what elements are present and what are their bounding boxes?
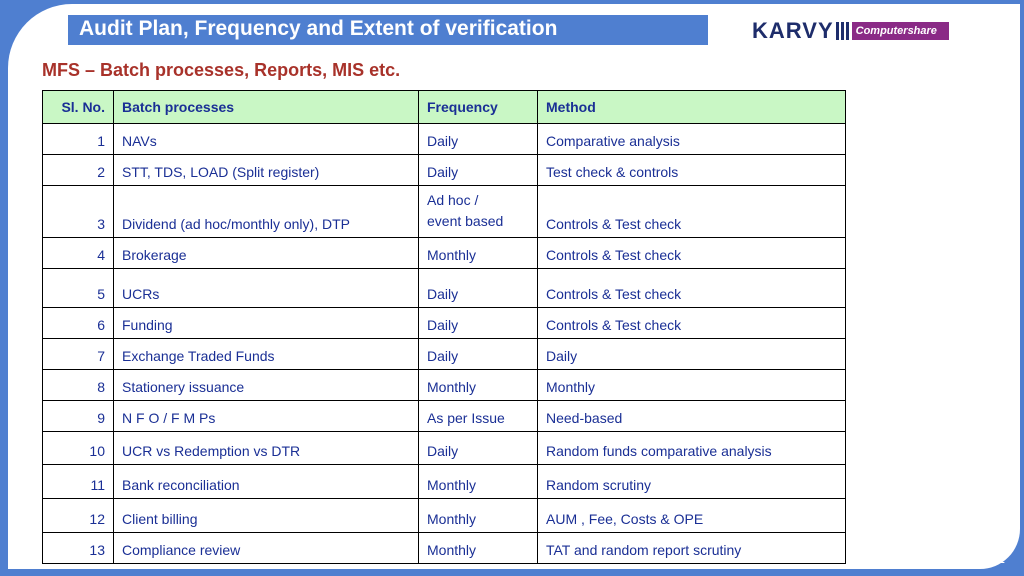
table-row [43, 339, 846, 370]
audit-plan-table [42, 90, 846, 564]
cell-method: Random scrutiny [538, 465, 846, 499]
table-row [43, 499, 846, 533]
cell-method: Monthly [538, 370, 846, 401]
page-number: 31 [990, 551, 1005, 566]
cell-frequency: Monthly [419, 533, 538, 564]
cell-batch-process: Client billing [114, 499, 419, 533]
cell-method: Test check & controls [538, 155, 846, 186]
column-header-method: Method [538, 91, 846, 124]
table-row [43, 432, 846, 465]
table-row [43, 465, 846, 499]
cell-batch-process: Exchange Traded Funds [114, 339, 419, 370]
cell-method: Daily [538, 339, 846, 370]
table-row [43, 124, 846, 155]
cell-frequency: Monthly [419, 370, 538, 401]
cell-frequency: Monthly [419, 238, 538, 269]
cell-frequency: Daily [419, 124, 538, 155]
table-row [43, 308, 846, 339]
cell-frequency: Monthly [419, 465, 538, 499]
table-header-row [43, 91, 846, 124]
cell-batch-process: Funding [114, 308, 419, 339]
cell-method: Controls & Test check [538, 186, 846, 238]
cell-method: Random funds comparative analysis [538, 432, 846, 465]
cell-method: Controls & Test check [538, 269, 846, 308]
cell-frequency [419, 186, 538, 238]
karvy-computershare-logo [752, 18, 949, 44]
column-header-sl-no: Sl. No. [43, 91, 114, 124]
table-row [43, 401, 846, 432]
cell-batch-process: NAVs [114, 124, 419, 155]
table-row [43, 186, 846, 238]
cell-frequency: Daily [419, 432, 538, 465]
cell-batch-process: STT, TDS, LOAD (Split register) [114, 155, 419, 186]
cell-sl-no: 11 [43, 465, 114, 499]
cell-sl-no: 3 [43, 186, 114, 238]
cell-frequency: Daily [419, 155, 538, 186]
cell-batch-process: Stationery issuance [114, 370, 419, 401]
cell-sl-no: 6 [43, 308, 114, 339]
karvy-logo-text: KARVY [752, 18, 834, 43]
table-row [43, 370, 846, 401]
cell-sl-no: 13 [43, 533, 114, 564]
section-subtitle: MFS – Batch processes, Reports, MIS etc. [42, 60, 401, 80]
cell-batch-process: Dividend (ad hoc/monthly only), DTP [114, 186, 419, 238]
table-row [43, 533, 846, 564]
cell-frequency: Daily [419, 308, 538, 339]
cell-sl-no: 2 [43, 155, 114, 186]
cell-frequency: Daily [419, 339, 538, 370]
cell-batch-process: UCR vs Redemption vs DTR [114, 432, 419, 465]
cell-batch-process: Compliance review [114, 533, 419, 564]
cell-batch-process: Bank reconciliation [114, 465, 419, 499]
table-row [43, 269, 846, 308]
column-header-batch-processes: Batch processes [114, 91, 419, 124]
cell-method: Controls & Test check [538, 308, 846, 339]
frequency-line-1: Ad hoc / [427, 192, 479, 208]
karvy-logo-bars-icon [836, 22, 849, 40]
column-header-frequency: Frequency [419, 91, 538, 124]
table-row [43, 238, 846, 269]
cell-sl-no: 12 [43, 499, 114, 533]
cell-sl-no: 5 [43, 269, 114, 308]
cell-method: AUM , Fee, Costs & OPE [538, 499, 846, 533]
cell-sl-no: 1 [43, 124, 114, 155]
cell-batch-process: UCRs [114, 269, 419, 308]
cell-sl-no: 7 [43, 339, 114, 370]
computershare-logo-text: Computershare [852, 22, 949, 40]
cell-sl-no: 4 [43, 238, 114, 269]
cell-batch-process: Brokerage [114, 238, 419, 269]
cell-frequency: As per Issue [419, 401, 538, 432]
cell-method: Need-based [538, 401, 846, 432]
cell-method: Controls & Test check [538, 238, 846, 269]
table-row [43, 155, 846, 186]
cell-frequency: Daily [419, 269, 538, 308]
cell-method: Comparative analysis [538, 124, 846, 155]
cell-method: TAT and random report scrutiny [538, 533, 846, 564]
cell-sl-no: 10 [43, 432, 114, 465]
page-title: Audit Plan, Frequency and Extent of verification [68, 15, 708, 45]
frequency-line-2: event based [427, 213, 504, 229]
cell-batch-process: N F O / F M Ps [114, 401, 419, 432]
cell-sl-no: 9 [43, 401, 114, 432]
cell-sl-no: 8 [43, 370, 114, 401]
cell-frequency: Monthly [419, 499, 538, 533]
